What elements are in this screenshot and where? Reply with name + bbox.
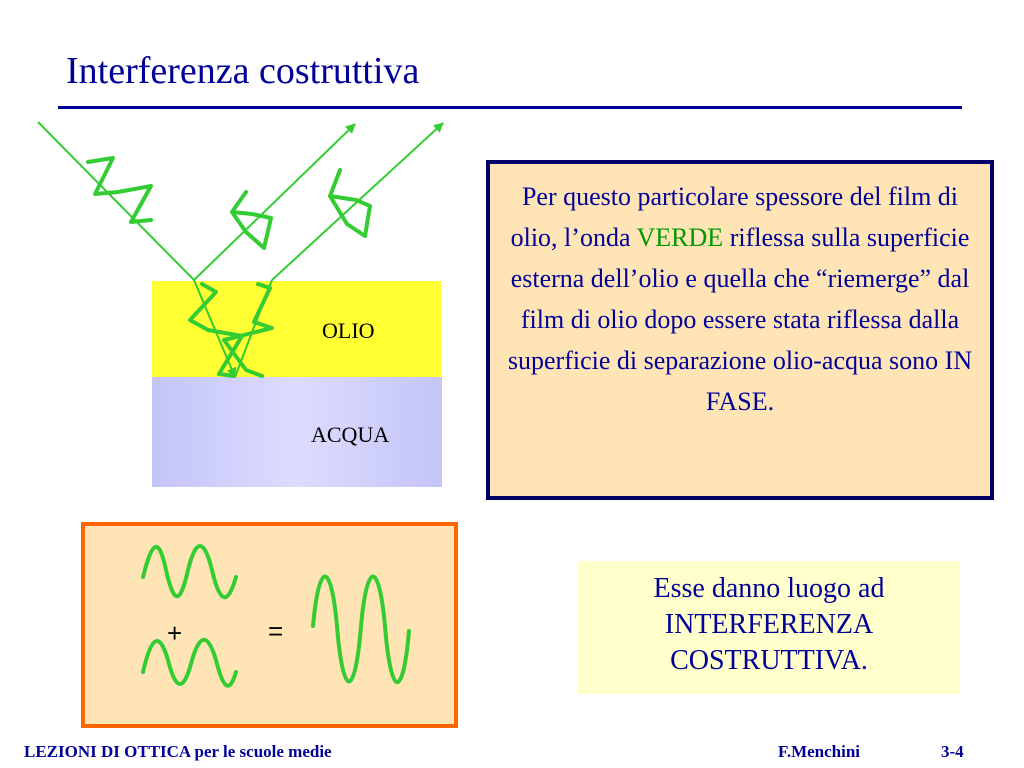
wave-top bbox=[143, 546, 236, 597]
explanation-text: Per questo particolare spessore del film di olio, l’onda bbox=[510, 182, 959, 252]
page-number: 3-4 bbox=[941, 742, 964, 761]
conclusion-line-2: INTERFERENZA bbox=[664, 609, 874, 640]
oil-label: OLIO bbox=[322, 318, 375, 343]
slide-title: Interferenza costruttiva bbox=[66, 50, 420, 92]
conclusion-box bbox=[578, 561, 960, 694]
conclusion-line-1: Esse danno luogo ad bbox=[653, 573, 885, 604]
wave-result bbox=[313, 577, 409, 683]
footer-course: LEZIONI DI OTTICA per le scuole medie bbox=[24, 742, 332, 761]
footer-author: F.Menchini bbox=[778, 742, 861, 761]
highlight-verde: VERDE bbox=[636, 223, 724, 252]
plus-sign: + bbox=[167, 618, 183, 648]
water-label: ACQUA bbox=[311, 422, 390, 447]
explanation-text-end: riflessa sulla superficie esterna dell’olio e quella che “riemerge” dal film di olio dopo essere stata riflessa dalla superficie di separazione olio-acqua sono IN FASE. bbox=[507, 223, 973, 416]
equals-sign: = bbox=[268, 616, 284, 646]
wave-bottom bbox=[143, 640, 236, 686]
conclusion-line-3: COSTRUTTIVA. bbox=[670, 645, 868, 676]
